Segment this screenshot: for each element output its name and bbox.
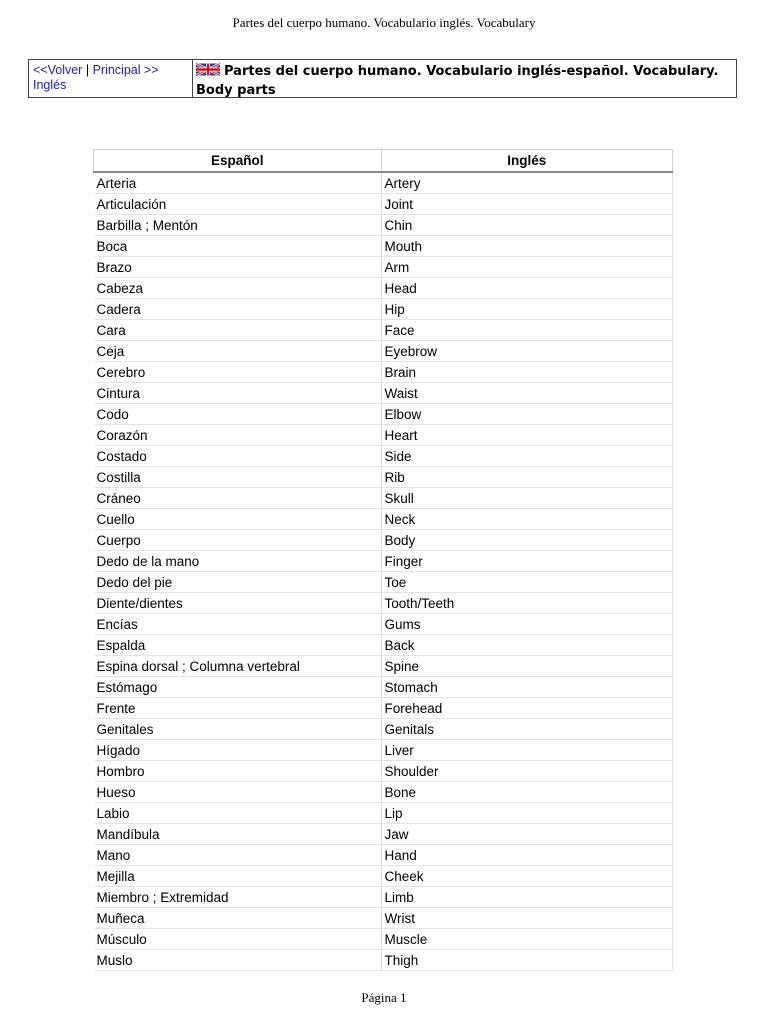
english-term: Genitals <box>381 719 673 740</box>
table-row <box>94 383 673 404</box>
spanish-term: Muslo <box>94 950 382 971</box>
english-term: Bone <box>381 782 673 803</box>
table-row <box>94 803 673 824</box>
english-term: Toe <box>381 572 673 593</box>
main-link[interactable]: Principal <box>92 63 141 77</box>
spanish-term: Músculo <box>94 929 382 950</box>
table-row <box>94 698 673 719</box>
english-term: Face <box>381 320 673 341</box>
english-term: Hand <box>381 845 673 866</box>
nav-box <box>28 59 737 98</box>
spanish-term: Miembro ; Extremidad <box>94 887 382 908</box>
english-term: Wrist <box>381 908 673 929</box>
table-row <box>94 845 673 866</box>
table-row <box>94 404 673 425</box>
table-row <box>94 656 673 677</box>
spanish-term: Diente/dientes <box>94 593 382 614</box>
english-term: Artery <box>381 172 673 194</box>
english-term: Lip <box>381 803 673 824</box>
spanish-term: Frente <box>94 698 382 719</box>
table-row <box>94 950 673 971</box>
table-row <box>94 446 673 467</box>
nav-links <box>29 60 193 97</box>
arrow-link[interactable]: >> <box>143 63 159 77</box>
english-term: Chin <box>381 215 673 236</box>
spanish-term: Cabeza <box>94 278 382 299</box>
spanish-term: Barbilla ; Mentón <box>94 215 382 236</box>
spanish-term: Dedo de la mano <box>94 551 382 572</box>
english-term: Side <box>381 446 673 467</box>
table-row <box>94 194 673 215</box>
english-term: Thigh <box>381 950 673 971</box>
page-header: Partes del cuerpo humano. Vocabulario inglés. Vocabulary <box>232 15 536 30</box>
table-row <box>94 614 673 635</box>
english-term: Arm <box>381 257 673 278</box>
header-spanish: Español <box>94 150 382 173</box>
english-term: Shoulder <box>381 761 673 782</box>
english-term: Stomach <box>381 677 673 698</box>
english-term: Limb <box>381 887 673 908</box>
table-row <box>94 236 673 257</box>
table-row <box>94 719 673 740</box>
table-row <box>94 362 673 383</box>
nav-separator: | <box>85 63 90 77</box>
english-term: Back <box>381 635 673 656</box>
english-term: Spine <box>381 656 673 677</box>
spanish-term: Cráneo <box>94 488 382 509</box>
table-row <box>94 593 673 614</box>
english-term: Brain <box>381 362 673 383</box>
table-row <box>94 509 673 530</box>
table-row <box>94 866 673 887</box>
table-row <box>94 299 673 320</box>
english-term: Gums <box>381 614 673 635</box>
table-row <box>94 551 673 572</box>
english-term: Jaw <box>381 824 673 845</box>
table-row <box>94 341 673 362</box>
spanish-term: Cintura <box>94 383 382 404</box>
spanish-term: Espina dorsal ; Columna vertebral <box>94 656 382 677</box>
spanish-term: Ceja <box>94 341 382 362</box>
spanish-term: Cara <box>94 320 382 341</box>
table-row <box>94 929 673 950</box>
table-row <box>94 908 673 929</box>
spanish-term: Mandíbula <box>94 824 382 845</box>
english-term: Liver <box>381 740 673 761</box>
spanish-term: Boca <box>94 236 382 257</box>
spanish-term: Costado <box>94 446 382 467</box>
spanish-term: Genitales <box>94 719 382 740</box>
spanish-term: Hueso <box>94 782 382 803</box>
back-link[interactable]: <<Volver <box>33 63 83 77</box>
spanish-term: Dedo del pie <box>94 572 382 593</box>
spanish-term: Articulación <box>94 194 382 215</box>
spanish-term: Costilla <box>94 467 382 488</box>
english-term: Tooth/Teeth <box>381 593 673 614</box>
table-row <box>94 761 673 782</box>
table-header-row <box>94 150 673 173</box>
spanish-term: Hígado <box>94 740 382 761</box>
table-row <box>94 320 673 341</box>
english-term: Finger <box>381 551 673 572</box>
nav-title-cell <box>193 60 736 97</box>
english-term: Mouth <box>381 236 673 257</box>
english-term: Rib <box>381 467 673 488</box>
table-row <box>94 425 673 446</box>
table-row <box>94 740 673 761</box>
spanish-term: Cerebro <box>94 362 382 383</box>
table-row <box>94 572 673 593</box>
table-row <box>94 488 673 509</box>
table-row <box>94 172 673 194</box>
english-term: Heart <box>381 425 673 446</box>
english-term: Muscle <box>381 929 673 950</box>
english-term: Eyebrow <box>381 341 673 362</box>
english-term: Waist <box>381 383 673 404</box>
table-row <box>94 530 673 551</box>
spanish-term: Mano <box>94 845 382 866</box>
vocabulary-table <box>93 149 673 971</box>
english-term: Head <box>381 278 673 299</box>
english-term: Body <box>381 530 673 551</box>
english-term: Forehead <box>381 698 673 719</box>
english-term: Cheek <box>381 866 673 887</box>
spanish-term: Mejilla <box>94 866 382 887</box>
spanish-term: Labio <box>94 803 382 824</box>
table-row <box>94 257 673 278</box>
english-term: Joint <box>381 194 673 215</box>
table-row <box>94 887 673 908</box>
spanish-term: Brazo <box>94 257 382 278</box>
english-term: Skull <box>381 488 673 509</box>
spanish-term: Estómago <box>94 677 382 698</box>
spanish-term: Corazón <box>94 425 382 446</box>
table-row <box>94 635 673 656</box>
spanish-term: Codo <box>94 404 382 425</box>
spanish-term: Hombro <box>94 761 382 782</box>
spanish-term: Cuerpo <box>94 530 382 551</box>
spanish-term: Encías <box>94 614 382 635</box>
language-link[interactable]: Inglés <box>33 78 67 92</box>
table-row <box>94 467 673 488</box>
english-term: Neck <box>381 509 673 530</box>
table-row <box>94 278 673 299</box>
spanish-term: Cadera <box>94 299 382 320</box>
spanish-term: Arteria <box>94 172 382 194</box>
nav-title: Partes del cuerpo humano. Vocabulario inglés-español. Vocabulary. Body parts <box>196 64 719 98</box>
uk-flag-icon <box>196 62 220 82</box>
spanish-term: Muñeca <box>94 908 382 929</box>
spanish-term: Cuello <box>94 509 382 530</box>
header-english: Inglés <box>381 150 673 173</box>
table-row <box>94 782 673 803</box>
table-body <box>94 172 673 971</box>
table-row <box>94 824 673 845</box>
english-term: Hip <box>381 299 673 320</box>
spanish-term: Espalda <box>94 635 382 656</box>
page-number: Página 1 <box>361 990 407 1005</box>
table-row <box>94 215 673 236</box>
english-term: Elbow <box>381 404 673 425</box>
table-row <box>94 677 673 698</box>
